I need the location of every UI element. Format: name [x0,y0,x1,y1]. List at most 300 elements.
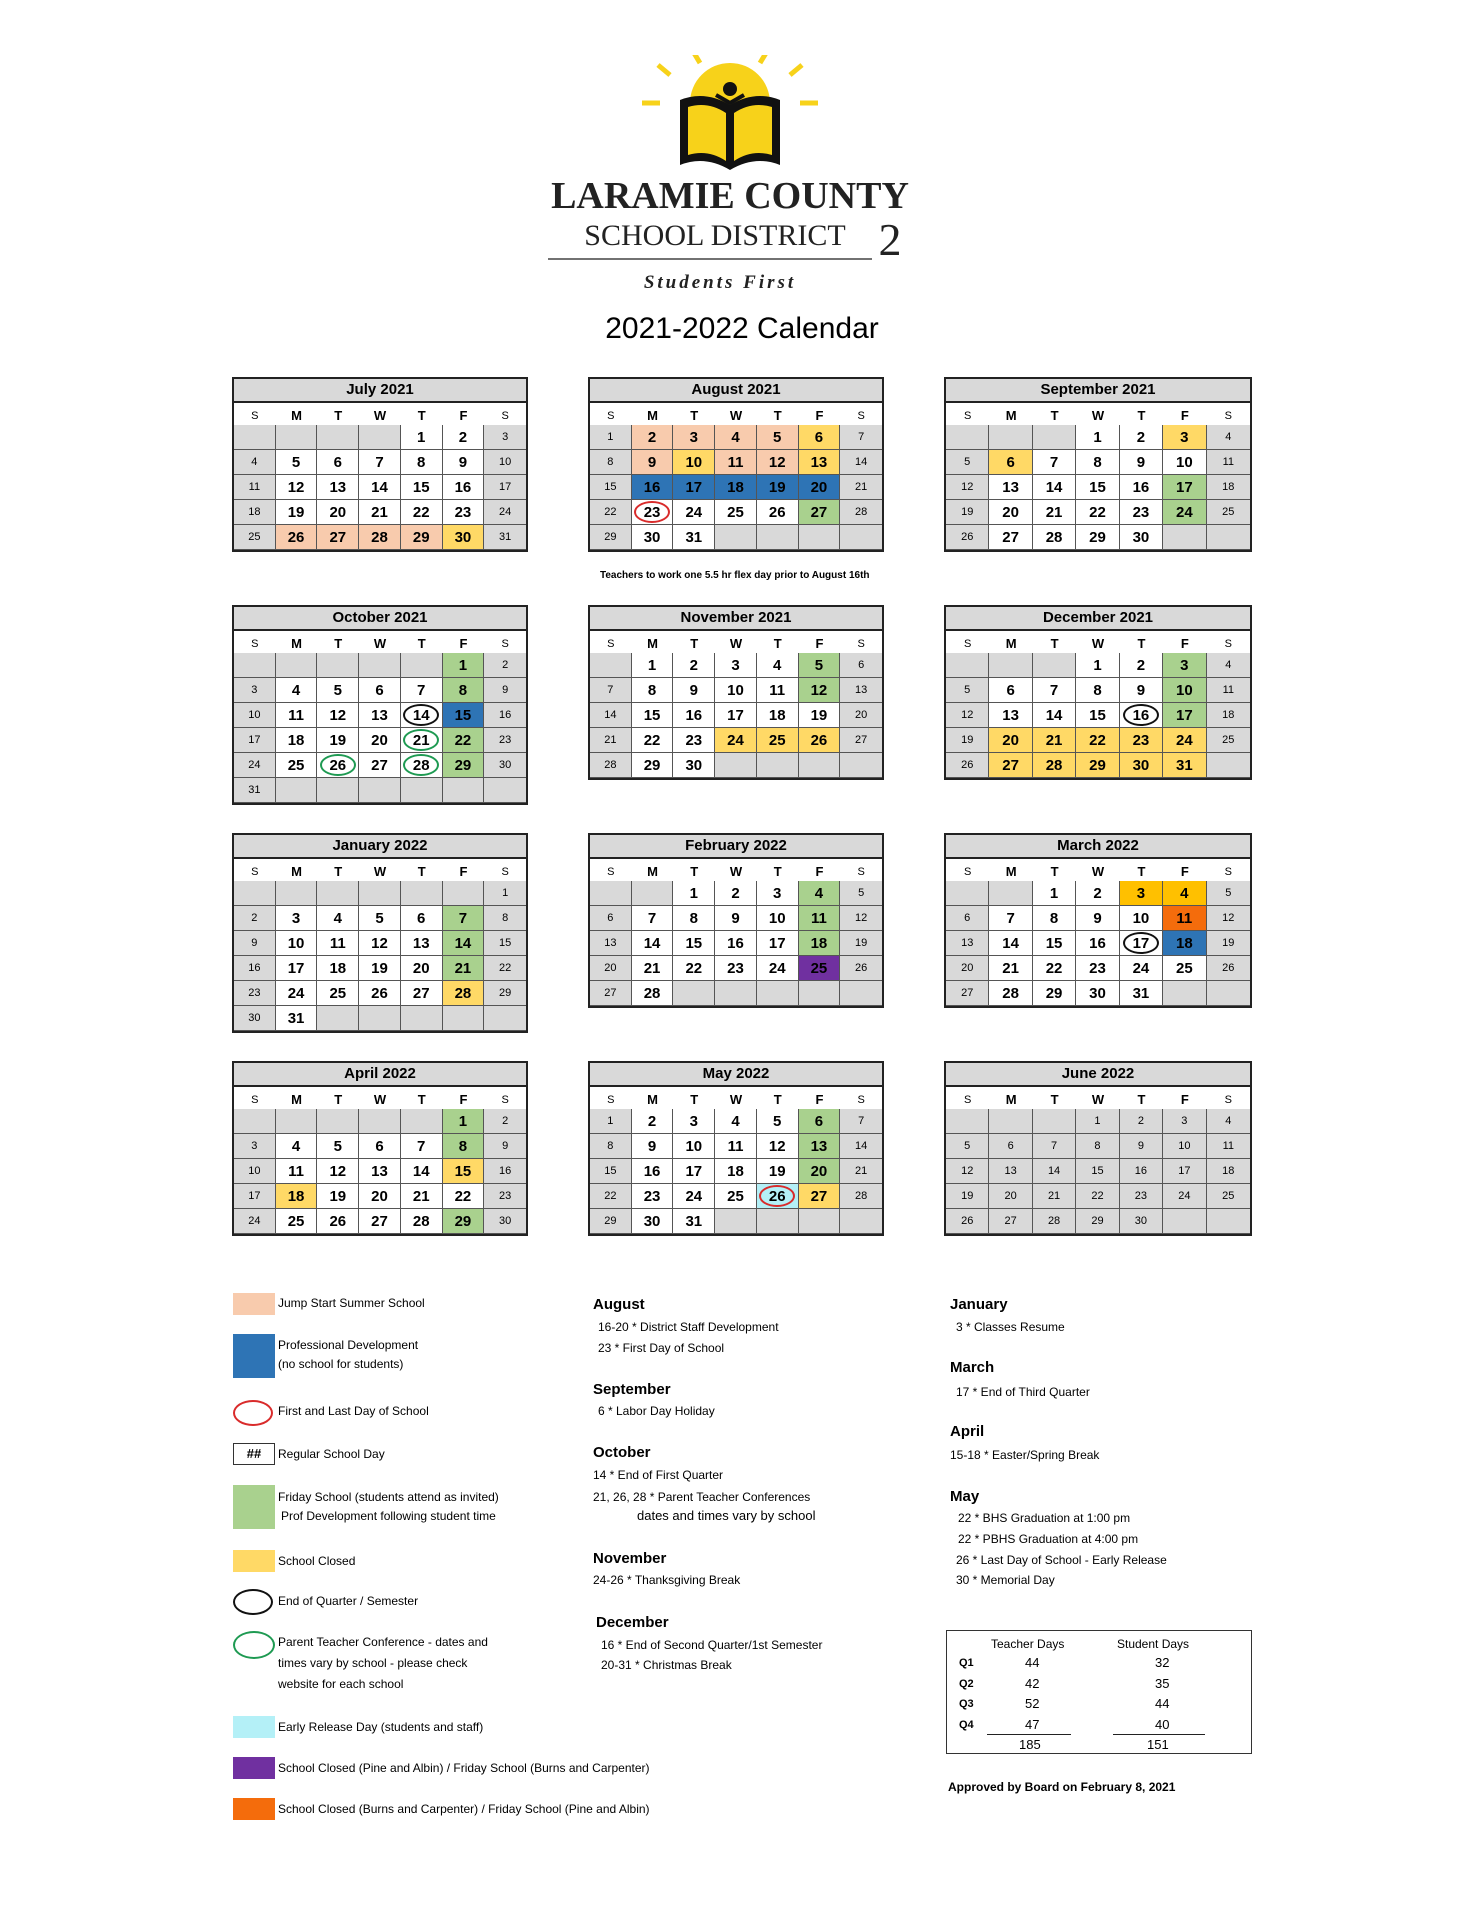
weekday-header [590,403,882,425]
weekday-label: M [1005,408,1017,423]
day-grid [234,425,526,550]
day-cell: 2 [484,1109,526,1134]
weekday-label: W [373,1092,387,1107]
empty-cell [946,1109,989,1134]
day-cell: 27 [946,981,989,1006]
day-cell: 26 [317,1209,359,1234]
day-cell: 13 [799,450,841,475]
day-cell: 23 [484,728,526,753]
day-cell: 1 [443,653,485,678]
day-cell: 7 [443,906,485,931]
day-cell: 18 [799,931,841,956]
day-cell: 3 [1163,1109,1206,1134]
day-cell: 5 [946,450,989,475]
month-7 [232,833,528,1033]
day-cell: 5 [359,906,401,931]
day-cell: 19 [946,1184,989,1209]
day-cell: 22 [443,728,485,753]
empty-cell [946,881,989,906]
events-oct-3: dates and times vary by school [637,1508,816,1523]
legend-swatch-orange [233,1798,275,1820]
day-cell: 16 [443,475,485,500]
month-8 [588,833,884,1008]
day-cell: 14 [840,450,882,475]
day-cell: 12 [840,906,882,931]
day-cell: 12 [1207,906,1250,931]
day-cell: 6 [989,678,1032,703]
q1-teacher: 44 [1025,1655,1040,1670]
day-cell: 16 [1120,703,1163,728]
day-cell: 27 [799,1184,841,1209]
empty-cell [946,653,989,678]
events-sep-1: 6 * Labor Day Holiday [598,1404,715,1418]
day-cell: 10 [1163,678,1206,703]
empty-cell [1033,653,1076,678]
day-cell: 4 [1207,1109,1250,1134]
weekday-label: W [729,864,743,879]
empty-cell [276,881,318,906]
day-cell: 28 [1033,1209,1076,1234]
day-cell: 21 [401,1184,443,1209]
day-cell: 17 [484,475,526,500]
empty-cell [234,653,276,678]
events-may-3: 26 * Last Day of School - Early Release [956,1553,1167,1567]
day-cell: 2 [673,653,715,678]
empty-cell [1207,981,1250,1006]
day-cell: 18 [1163,931,1206,956]
day-cell: 3 [1120,881,1163,906]
weekday-header [946,1087,1250,1109]
weekday-header [234,403,526,425]
events-nov-heading: November [593,1550,667,1567]
day-cell: 1 [1076,653,1119,678]
empty-cell [715,753,757,778]
month-1 [232,377,528,552]
day-cell: 17 [276,956,318,981]
day-cell: 24 [673,500,715,525]
day-cell: 14 [840,1134,882,1159]
events-sep-heading: September [593,1381,671,1398]
q3-label: Q3 [959,1698,974,1710]
day-cell: 3 [234,678,276,703]
weekday-label: F [1180,864,1189,879]
empty-cell [989,881,1032,906]
weekday-header [590,631,882,653]
weekday-label: S [501,866,509,878]
day-cell: 9 [1120,450,1163,475]
day-cell: 13 [401,931,443,956]
day-cell: 20 [989,500,1032,525]
day-cell: 19 [1207,931,1250,956]
day-cell: 29 [1076,1209,1119,1234]
legend-swatch-purple [233,1757,275,1779]
legend-quarter: End of Quarter / Semester [278,1594,419,1608]
weekday-label: S [607,1094,615,1106]
day-cell: 22 [590,1184,632,1209]
weekday-label: M [1005,636,1017,651]
weekday-label: W [729,636,743,651]
weekday-label: T [334,1092,343,1107]
day-cell: 4 [276,678,318,703]
day-cell: 12 [757,1134,799,1159]
events-oct-2: 21, 26, 28 * Parent Teacher Conferences [593,1490,811,1504]
day-cell: 18 [715,475,757,500]
day-cell: 17 [1163,703,1206,728]
day-cell: 27 [590,981,632,1006]
empty-cell [276,778,318,803]
day-cell: 21 [1033,728,1076,753]
empty-cell [757,1209,799,1234]
day-cell: 14 [590,703,632,728]
day-cell: 6 [359,678,401,703]
weekday-label: S [1224,1094,1232,1106]
weekday-label: F [815,408,824,423]
day-cell: 1 [1033,881,1076,906]
day-cell: 8 [443,1134,485,1159]
events-aug-2: 23 * First Day of School [598,1341,725,1355]
day-cell: 27 [989,1209,1032,1234]
day-cell: 30 [234,1006,276,1031]
day-cell: 27 [840,728,882,753]
day-cell: 23 [632,500,674,525]
weekday-label: F [459,408,468,423]
day-cell: 17 [1120,931,1163,956]
day-cell: 5 [317,678,359,703]
weekday-label: T [690,1092,699,1107]
legend-ptc-2: times vary by school - please check [278,1656,468,1670]
day-cell: 4 [1207,425,1250,450]
events-may-1: 22 * BHS Graduation at 1:00 pm [958,1511,1131,1525]
month-title: January 2022 [234,835,526,859]
day-cell: 14 [1033,1159,1076,1184]
day-cell: 14 [443,931,485,956]
day-cell: 15 [590,1159,632,1184]
weekday-label: W [1091,636,1105,651]
day-cell: 22 [1033,956,1076,981]
day-cell: 8 [590,1134,632,1159]
day-cell: 24 [484,500,526,525]
day-cell: 6 [401,906,443,931]
month-title: December 2021 [946,607,1250,631]
day-cell: 12 [317,703,359,728]
day-cell: 25 [276,753,318,778]
empty-cell [401,1109,443,1134]
empty-cell [757,753,799,778]
day-cell: 21 [632,956,674,981]
day-cell: 11 [757,678,799,703]
day-cell: 19 [757,475,799,500]
day-cell: 20 [989,728,1032,753]
day-cell: 16 [484,1159,526,1184]
day-cell: 9 [673,678,715,703]
day-cell: 6 [989,1134,1032,1159]
day-cell: 18 [1207,475,1250,500]
day-cell: 6 [799,425,841,450]
day-cell: 25 [799,956,841,981]
day-cell: 23 [1120,500,1163,525]
month-title: November 2021 [590,607,882,631]
weekday-label: M [291,1092,302,1107]
day-cell: 3 [757,881,799,906]
day-cell: 2 [443,425,485,450]
weekday-label: T [690,864,699,879]
day-cell: 9 [1076,906,1119,931]
empty-cell [317,778,359,803]
day-cell: 6 [317,450,359,475]
day-cell: 8 [443,678,485,703]
weekday-label: F [1180,1092,1189,1107]
weekday-label: W [729,408,743,423]
day-cell: 25 [276,1209,318,1234]
empty-cell [401,881,443,906]
q2-teacher: 42 [1025,1676,1040,1691]
empty-cell [234,425,276,450]
day-cell: 12 [946,703,989,728]
weekday-label: T [773,864,782,879]
day-cell: 7 [632,906,674,931]
day-cell: 16 [1120,475,1163,500]
weekday-label: S [251,638,259,650]
day-cell: 8 [484,906,526,931]
day-cell: 15 [673,931,715,956]
day-cell: 10 [673,1134,715,1159]
q4-label: Q4 [959,1719,974,1731]
day-cell: 1 [1076,425,1119,450]
day-cell: 3 [1163,425,1206,450]
day-grid [234,881,526,1031]
day-cell: 19 [799,703,841,728]
page-title: 2021-2022 Calendar [605,312,879,345]
empty-cell [401,1006,443,1031]
weekday-label: T [1137,636,1146,651]
day-cell: 4 [757,653,799,678]
weekday-label: T [690,408,699,423]
day-cell: 25 [1207,1184,1250,1209]
day-cell: 11 [1207,678,1250,703]
day-cell: 20 [590,956,632,981]
events-nov-1: 24-26 * Thanksgiving Break [593,1573,741,1587]
legend-summer: Jump Start Summer School [278,1296,425,1310]
month-3 [944,377,1252,552]
empty-cell [359,1006,401,1031]
weekday-label: T [1137,408,1146,423]
day-cell: 6 [359,1134,401,1159]
weekday-label: W [1091,1092,1105,1107]
day-cell: 11 [1163,906,1206,931]
day-cell: 30 [443,525,485,550]
day-cell: 27 [359,753,401,778]
day-cell: 24 [715,728,757,753]
teacher-total: 185 [1019,1737,1041,1752]
weekday-label: T [1137,1092,1146,1107]
day-cell: 22 [443,1184,485,1209]
empty-cell [359,881,401,906]
day-cell: 10 [234,703,276,728]
day-cell: 20 [799,475,841,500]
day-cell: 11 [234,475,276,500]
day-cell: 25 [1163,956,1206,981]
day-cell: 6 [590,906,632,931]
month-title: July 2021 [234,379,526,403]
day-cell: 26 [317,753,359,778]
weekday-header [590,1087,882,1109]
legend-pd-2: (no school for students) [278,1357,404,1371]
weekday-label: S [1224,638,1232,650]
day-cell: 28 [359,525,401,550]
day-cell: 2 [1120,1109,1163,1134]
q1-student: 32 [1155,1655,1170,1670]
weekday-header [234,631,526,653]
day-cell: 29 [401,525,443,550]
day-cell: 24 [1120,956,1163,981]
day-cell: 16 [1076,931,1119,956]
day-cell: 4 [317,906,359,931]
empty-cell [443,778,485,803]
day-cell: 15 [632,703,674,728]
weekday-label: M [1005,864,1017,879]
day-cell: 6 [840,653,882,678]
events-jan-heading: January [950,1296,1008,1313]
empty-cell [276,1109,318,1134]
day-cell: 30 [673,753,715,778]
day-cell: 11 [715,1134,757,1159]
day-cell: 10 [757,906,799,931]
events-dec-1: 16 * End of Second Quarter/1st Semester [601,1638,823,1652]
weekday-label: W [729,1092,743,1107]
q4-student: 40 [1155,1717,1170,1732]
day-cell: 27 [989,525,1032,550]
month-title: February 2022 [590,835,882,859]
august-note: Teachers to work one 5.5 hr flex day prior to August 16th [600,570,870,581]
events-apr-heading: April [950,1423,985,1440]
day-cell: 26 [946,1209,989,1234]
day-cell: 15 [1076,1159,1119,1184]
day-cell: 20 [317,500,359,525]
day-cell: 19 [276,500,318,525]
day-cell: 26 [757,1184,799,1209]
day-grid [946,425,1250,550]
legend-friday-1: Friday School (students attend as invited) [278,1490,499,1504]
day-grid [946,881,1250,1006]
weekday-label: T [417,408,426,423]
weekday-label: F [459,864,468,879]
day-cell: 15 [484,931,526,956]
day-cell: 14 [632,931,674,956]
day-cell: 27 [359,1209,401,1234]
day-cell: 13 [989,475,1032,500]
day-cell: 29 [632,753,674,778]
day-cell: 28 [443,981,485,1006]
empty-cell [673,981,715,1006]
day-cell: 11 [276,703,318,728]
logo-line2: SCHOOL DISTRICT [584,219,846,252]
empty-cell [1207,525,1250,550]
day-cell: 30 [632,525,674,550]
empty-cell [234,881,276,906]
weekday-label: S [857,410,865,422]
day-cell: 9 [1120,678,1163,703]
day-cell: 12 [799,678,841,703]
day-cell: 14 [359,475,401,500]
day-cell: 1 [632,653,674,678]
day-cell: 25 [1207,500,1250,525]
weekday-label: S [251,866,259,878]
day-cell: 8 [1076,1134,1119,1159]
day-cell: 19 [757,1159,799,1184]
day-cell: 16 [484,703,526,728]
day-cell: 3 [276,906,318,931]
day-cell: 26 [840,956,882,981]
day-cell: 24 [673,1184,715,1209]
day-cell: 17 [234,728,276,753]
day-cell: 2 [234,906,276,931]
weekday-label: T [1050,1092,1059,1107]
empty-cell [946,425,989,450]
day-cell: 2 [1120,425,1163,450]
weekday-label: T [417,1092,426,1107]
weekday-label: M [647,408,658,423]
day-cell: 26 [359,981,401,1006]
weekday-label: W [373,408,387,423]
legend-swatch-closed [233,1550,275,1572]
day-cell: 4 [234,450,276,475]
weekday-label: S [964,410,972,422]
day-cell: 20 [359,728,401,753]
day-cell: 13 [799,1134,841,1159]
day-cell: 9 [632,1134,674,1159]
day-cell: 20 [799,1159,841,1184]
month-6 [944,605,1252,780]
weekday-label: S [964,638,972,650]
events-apr-1: 15-18 * Easter/Spring Break [950,1448,1100,1462]
day-cell: 12 [276,475,318,500]
day-cell: 13 [590,931,632,956]
day-cell: 9 [715,906,757,931]
empty-cell [632,881,674,906]
empty-cell [799,981,841,1006]
empty-cell [359,778,401,803]
empty-cell [401,653,443,678]
month-title: March 2022 [946,835,1250,859]
approval-note: Approved by Board on February 8, 2021 [948,1780,1176,1794]
day-cell: 7 [401,1134,443,1159]
legend-regular-symbol: ## [233,1443,275,1465]
day-cell: 20 [989,1184,1032,1209]
month-12 [944,1061,1252,1236]
day-cell: 24 [1163,500,1206,525]
events-jan-1: 3 * Classes Resume [956,1320,1065,1334]
legend-swatch-summer [233,1293,275,1315]
empty-cell [840,1209,882,1234]
legend-first-last: First and Last Day of School [278,1404,429,1418]
weekday-label: S [607,866,615,878]
legend-swatch-early [233,1716,275,1738]
day-cell: 28 [840,1184,882,1209]
weekday-label: T [417,864,426,879]
day-cell: 12 [757,450,799,475]
weekday-label: M [291,864,302,879]
day-cell: 25 [1207,728,1250,753]
day-cell: 11 [1207,450,1250,475]
day-cell: 13 [317,475,359,500]
empty-cell [840,753,882,778]
day-cell: 20 [359,1184,401,1209]
day-cell: 25 [757,728,799,753]
day-cell: 9 [234,931,276,956]
empty-cell [1163,1209,1206,1234]
day-cell: 26 [946,753,989,778]
day-cell: 9 [484,678,526,703]
